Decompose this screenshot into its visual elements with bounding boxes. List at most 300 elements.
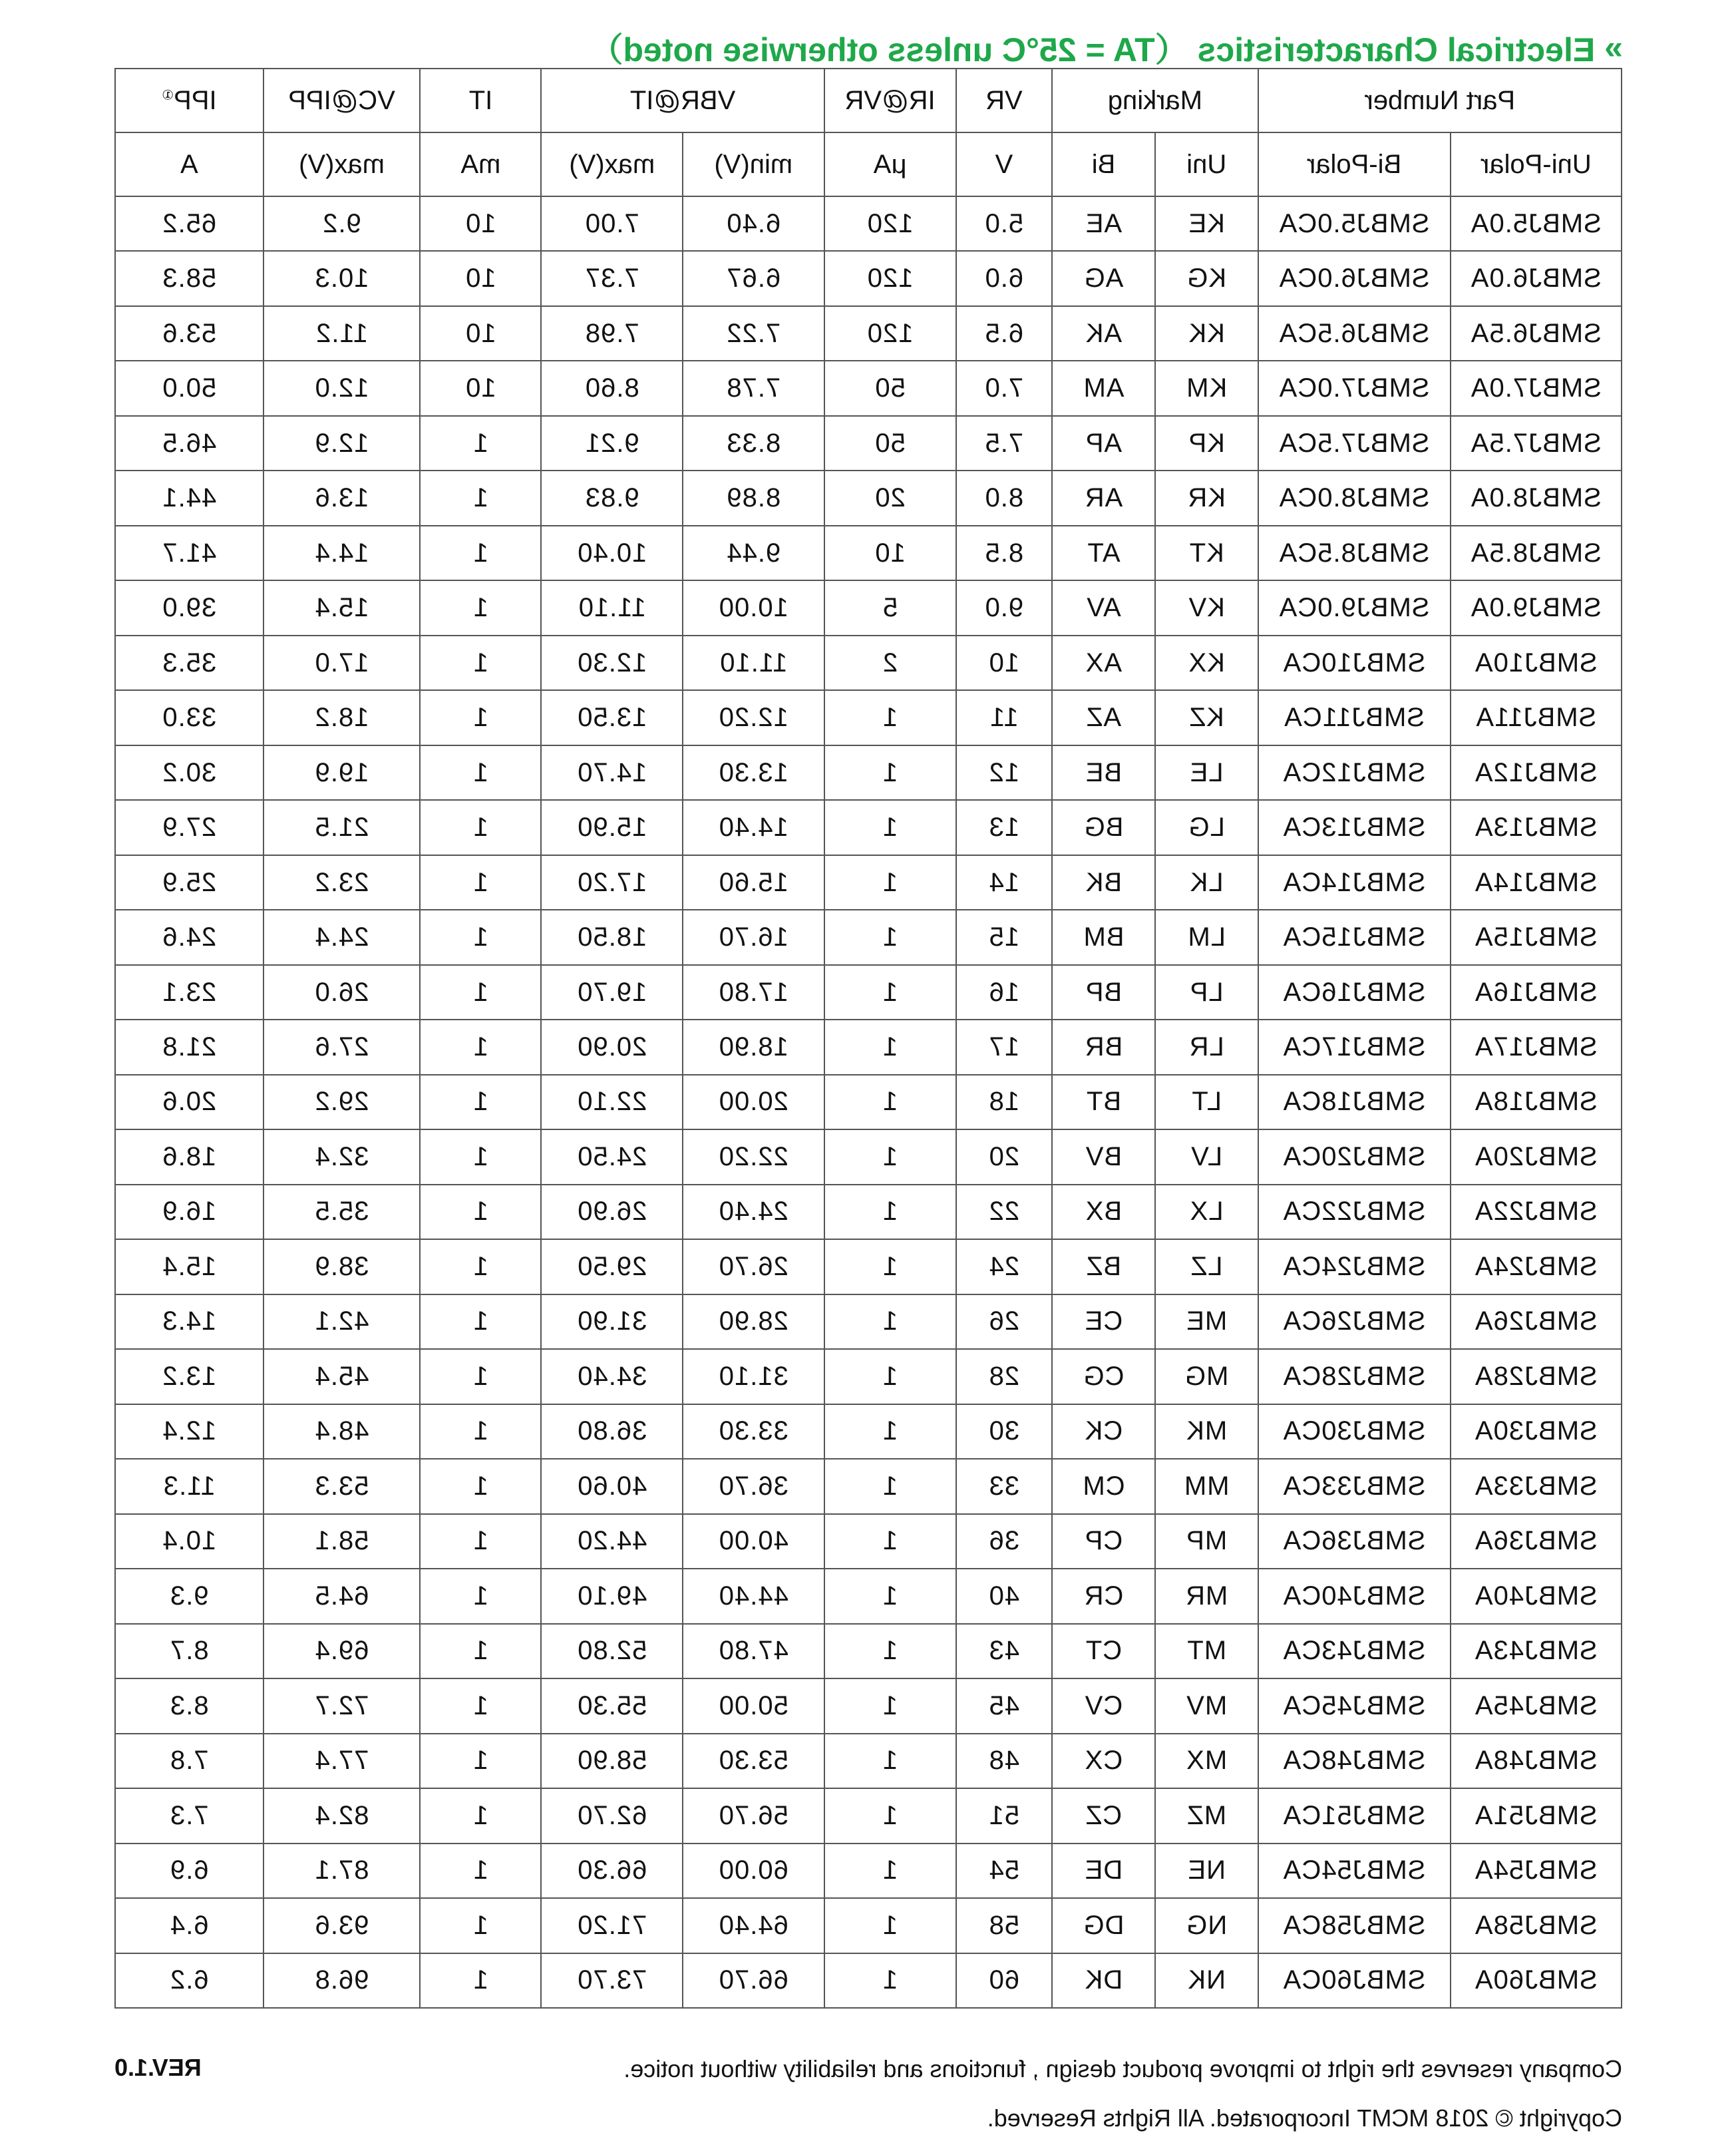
cell-bi-polar: SMBJ8.5CA	[1258, 526, 1451, 580]
cell-vbr-min: 7.22	[683, 306, 824, 361]
cell-ir: 1	[824, 1075, 956, 1129]
table-body	[115, 196, 1622, 2008]
cell-vbr-min: 44.40	[683, 1569, 824, 1623]
electrical-characteristics-table	[114, 68, 1622, 2009]
cell-bi-polar: SMBJ26CA	[1258, 1294, 1451, 1349]
cell-vr: 6.0	[956, 251, 1053, 305]
cell-vr: 60	[956, 1953, 1053, 2009]
subheader-uni-polar: Uni-Polar	[1451, 132, 1622, 196]
cell-uni-polar: SMBJ36A	[1451, 1514, 1622, 1569]
cell-marking-uni: KK	[1155, 306, 1258, 361]
cell-it: 1	[420, 1678, 541, 1733]
cell-vc: 19.9	[263, 745, 421, 800]
cell-it: 1	[420, 471, 541, 525]
cell-it: 1	[420, 1788, 541, 1843]
table-row	[115, 1624, 1622, 1678]
cell-it: 1	[420, 910, 541, 964]
cell-marking-uni: MK	[1155, 1404, 1258, 1459]
cell-it: 1	[420, 1624, 541, 1678]
cell-ir: 1	[824, 1239, 956, 1294]
cell-vr: 6.5	[956, 306, 1053, 361]
cell-vc: 87.1	[263, 1844, 421, 1898]
cell-vbr-max: 52.80	[542, 1624, 683, 1678]
cell-vbr-min: 36.70	[683, 1459, 824, 1513]
cell-vr: 43	[956, 1624, 1053, 1678]
cell-uni-polar: SMBJ18A	[1451, 1075, 1622, 1129]
cell-ipp: 24.6	[115, 910, 263, 964]
cell-bi-polar: SMBJ18CA	[1258, 1075, 1451, 1129]
table-row	[115, 965, 1622, 1020]
cell-ipp: 39.0	[115, 580, 263, 635]
table-row	[115, 416, 1622, 471]
cell-vc: 38.9	[263, 1239, 421, 1294]
cell-ir: 1	[824, 1678, 956, 1733]
cell-vr: 9.0	[956, 580, 1053, 635]
cell-vbr-min: 33.30	[683, 1404, 824, 1459]
cell-ipp: 53.6	[115, 306, 263, 361]
cell-ipp: 10.4	[115, 1514, 263, 1569]
cell-uni-polar: SMBJ28A	[1451, 1349, 1622, 1404]
copyright-notice: Copyright © 2018 MCMT Incorporated. All Rights Reserved.	[987, 2104, 1622, 2132]
table-row	[115, 745, 1622, 800]
table-row	[115, 1020, 1622, 1074]
cell-vbr-min: 13.30	[683, 745, 824, 800]
table-row	[115, 1404, 1622, 1459]
cell-vr: 10	[956, 636, 1053, 690]
cell-bi-polar: SMBJ33CA	[1258, 1459, 1451, 1513]
cell-vc: 12.9	[263, 416, 421, 471]
cell-vc: 48.4	[263, 1404, 421, 1459]
cell-vbr-min: 26.70	[683, 1239, 824, 1294]
cell-vc: 96.8	[263, 1953, 421, 2009]
cell-ipp: 11.3	[115, 1459, 263, 1513]
cell-vr: 24	[956, 1239, 1053, 1294]
cell-vbr-max: 26.90	[542, 1185, 683, 1239]
cell-vbr-max: 22.10	[542, 1075, 683, 1129]
cell-marking-uni: MZ	[1155, 1788, 1258, 1843]
cell-vbr-max: 10.40	[542, 526, 683, 580]
cell-vc: 14.4	[263, 526, 421, 580]
cell-vbr-max: 36.80	[542, 1404, 683, 1459]
cell-ipp: 9.3	[115, 1569, 263, 1623]
cell-vbr-max: 17.20	[542, 855, 683, 910]
cell-vc: 64.5	[263, 1569, 421, 1623]
table-row	[115, 1514, 1622, 1569]
cell-uni-polar: SMBJ13A	[1451, 800, 1622, 855]
cell-marking-bi: CT	[1052, 1624, 1155, 1678]
cell-vr: 51	[956, 1788, 1053, 1843]
cell-it: 1	[420, 1020, 541, 1074]
cell-vr: 8.5	[956, 526, 1053, 580]
cell-vc: 24.4	[263, 910, 421, 964]
table-row	[115, 636, 1622, 690]
cell-vbr-min: 18.90	[683, 1020, 824, 1074]
table-row	[115, 1075, 1622, 1129]
revision-label: REV.1.0	[114, 2054, 202, 2081]
cell-uni-polar: SMBJ30A	[1451, 1404, 1622, 1459]
table-row	[115, 1734, 1622, 1788]
cell-bi-polar: SMBJ10CA	[1258, 636, 1451, 690]
cell-ir: 1	[824, 745, 956, 800]
cell-vbr-min: 22.20	[683, 1129, 824, 1184]
cell-uni-polar: SMBJ17A	[1451, 1020, 1622, 1074]
cell-uni-polar: SMBJ7.5A	[1451, 416, 1622, 471]
cell-vbr-max: 24.50	[542, 1129, 683, 1184]
cell-vc: 11.2	[263, 306, 421, 361]
cell-marking-uni: MX	[1155, 1734, 1258, 1788]
table-row	[115, 855, 1622, 910]
cell-marking-bi: BM	[1052, 910, 1155, 964]
cell-vbr-max: 44.20	[542, 1514, 683, 1569]
cell-uni-polar: SMBJ8.0A	[1451, 471, 1622, 525]
cell-marking-bi: BT	[1052, 1075, 1155, 1129]
cell-bi-polar: SMBJ22CA	[1258, 1185, 1451, 1239]
cell-ipp: 8.3	[115, 1678, 263, 1733]
cell-marking-uni: KX	[1155, 636, 1258, 690]
table-row	[115, 1788, 1622, 1843]
cell-marking-bi: CG	[1052, 1349, 1155, 1404]
cell-vr: 30	[956, 1404, 1053, 1459]
table-row	[115, 800, 1622, 855]
cell-bi-polar: SMBJ24CA	[1258, 1239, 1451, 1294]
cell-marking-bi: AG	[1052, 251, 1155, 305]
cell-marking-bi: CX	[1052, 1734, 1155, 1788]
cell-vbr-min: 56.70	[683, 1788, 824, 1843]
cell-bi-polar: SMBJ58CA	[1258, 1898, 1451, 1953]
cell-bi-polar: SMBJ17CA	[1258, 1020, 1451, 1074]
cell-uni-polar: SMBJ22A	[1451, 1185, 1622, 1239]
cell-it: 1	[420, 855, 541, 910]
cell-vbr-max: 49.10	[542, 1569, 683, 1623]
cell-vr: 7.5	[956, 416, 1053, 471]
cell-marking-uni: KM	[1155, 361, 1258, 415]
table-row	[115, 1898, 1622, 1953]
cell-bi-polar: SMBJ51CA	[1258, 1788, 1451, 1843]
cell-it: 10	[420, 306, 541, 361]
cell-vbr-max: 7.00	[542, 196, 683, 251]
cell-ipp: 58.3	[115, 251, 263, 305]
cell-ipp: 50.0	[115, 361, 263, 415]
cell-ipp: 7.8	[115, 1734, 263, 1788]
cell-vbr-min: 17.80	[683, 965, 824, 1020]
cell-uni-polar: SMBJ20A	[1451, 1129, 1622, 1184]
cell-ir: 1	[824, 1294, 956, 1349]
cell-it: 10	[420, 361, 541, 415]
cell-bi-polar: SMBJ20CA	[1258, 1129, 1451, 1184]
cell-it: 1	[420, 1294, 541, 1349]
cell-ir: 10	[824, 526, 956, 580]
cell-marking-uni: LK	[1155, 855, 1258, 910]
table-row	[115, 361, 1622, 415]
cell-bi-polar: SMBJ6.0CA	[1258, 251, 1451, 305]
cell-vbr-max: 31.90	[542, 1294, 683, 1349]
cell-vbr-min: 6.40	[683, 196, 824, 251]
cell-vbr-max: 73.70	[542, 1953, 683, 2009]
cell-marking-bi: BV	[1052, 1129, 1155, 1184]
section-title	[113, 24, 1623, 71]
cell-vbr-max: 9.83	[542, 471, 683, 525]
cell-marking-uni: MT	[1155, 1624, 1258, 1678]
cell-ir: 1	[824, 855, 956, 910]
cell-vr: 12	[956, 745, 1053, 800]
cell-bi-polar: SMBJ15CA	[1258, 910, 1451, 964]
cell-marking-uni: LX	[1155, 1185, 1258, 1239]
cell-vc: 23.2	[263, 855, 421, 910]
header-it: IT	[420, 69, 541, 132]
subheader-ipp-unit: A	[115, 132, 263, 196]
cell-bi-polar: SMBJ43CA	[1258, 1624, 1451, 1678]
cell-marking-uni: LE	[1155, 745, 1258, 800]
cell-marking-bi: CR	[1052, 1569, 1155, 1623]
cell-vc: 15.4	[263, 580, 421, 635]
cell-it: 1	[420, 1898, 541, 1953]
cell-ir: 1	[824, 1514, 956, 1569]
cell-vc: 42.1	[263, 1294, 421, 1349]
cell-ir: 1	[824, 1020, 956, 1074]
cell-uni-polar: SMBJ45A	[1451, 1678, 1622, 1733]
cell-vc: 35.5	[263, 1185, 421, 1239]
cell-ipp: 6.4	[115, 1898, 263, 1953]
subheader-vc-unit: max(V)	[263, 132, 421, 196]
cell-vc: 45.4	[263, 1349, 421, 1404]
cell-vc: 12.0	[263, 361, 421, 415]
cell-uni-polar: SMBJ12A	[1451, 745, 1622, 800]
cell-bi-polar: SMBJ7.5CA	[1258, 416, 1451, 471]
cell-vr: 48	[956, 1734, 1053, 1788]
cell-vbr-min: 10.00	[683, 580, 824, 635]
cell-ir: 1	[824, 1624, 956, 1678]
cell-vbr-max: 15.90	[542, 800, 683, 855]
cell-uni-polar: SMBJ33A	[1451, 1459, 1622, 1513]
cell-vr: 28	[956, 1349, 1053, 1404]
cell-vbr-min: 15.60	[683, 855, 824, 910]
cell-ir: 1	[824, 1844, 956, 1898]
cell-uni-polar: SMBJ6.0A	[1451, 251, 1622, 305]
cell-it: 1	[420, 1459, 541, 1513]
cell-vc: 58.1	[263, 1514, 421, 1569]
cell-vc: 18.2	[263, 690, 421, 745]
cell-it: 1	[420, 1514, 541, 1569]
cell-ipp: 41.7	[115, 526, 263, 580]
cell-ipp: 18.6	[115, 1129, 263, 1184]
cell-vc: 93.6	[263, 1898, 421, 1953]
cell-bi-polar: SMBJ12CA	[1258, 745, 1451, 800]
cell-ir: 1	[824, 1898, 956, 1953]
table-row	[115, 910, 1622, 964]
cell-vc: 82.4	[263, 1788, 421, 1843]
cell-vbr-min: 9.44	[683, 526, 824, 580]
cell-vbr-max: 29.50	[542, 1239, 683, 1294]
cell-marking-uni: KR	[1155, 471, 1258, 525]
cell-vbr-min: 11.10	[683, 636, 824, 690]
cell-marking-bi: DK	[1052, 1953, 1155, 2009]
cell-uni-polar: SMBJ8.5A	[1451, 526, 1622, 580]
subheader-bi: Bi	[1052, 132, 1155, 196]
cell-marking-uni: MM	[1155, 1459, 1258, 1513]
table-row	[115, 196, 1622, 251]
cell-vc: 10.3	[263, 251, 421, 305]
cell-bi-polar: SMBJ45CA	[1258, 1678, 1451, 1733]
cell-vbr-max: 7.98	[542, 306, 683, 361]
cell-uni-polar: SMBJ14A	[1451, 855, 1622, 910]
cell-ipp: 6.2	[115, 1953, 263, 2009]
cell-uni-polar: SMBJ60A	[1451, 1953, 1622, 2009]
cell-vr: 7.0	[956, 361, 1053, 415]
cell-bi-polar: SMBJ28CA	[1258, 1349, 1451, 1404]
cell-vbr-max: 9.21	[542, 416, 683, 471]
cell-bi-polar: SMBJ8.0CA	[1258, 471, 1451, 525]
cell-uni-polar: SMBJ51A	[1451, 1788, 1622, 1843]
cell-vbr-min: 6.67	[683, 251, 824, 305]
cell-vr: 16	[956, 965, 1053, 1020]
cell-vbr-min: 24.40	[683, 1185, 824, 1239]
cell-ir: 120	[824, 251, 956, 305]
cell-marking-bi: BE	[1052, 745, 1155, 800]
cell-ir: 50	[824, 416, 956, 471]
cell-it: 1	[420, 690, 541, 745]
table-row	[115, 690, 1622, 745]
cell-ipp: 8.7	[115, 1624, 263, 1678]
table-row	[115, 1953, 1622, 2009]
cell-ir: 1	[824, 1349, 956, 1404]
cell-vr: 36	[956, 1514, 1053, 1569]
cell-bi-polar: SMBJ14CA	[1258, 855, 1451, 910]
cell-bi-polar: SMBJ11CA	[1258, 690, 1451, 745]
cell-ir: 2	[824, 636, 956, 690]
cell-marking-uni: LV	[1155, 1129, 1258, 1184]
cell-vbr-min: 7.78	[683, 361, 824, 415]
cell-vc: 53.3	[263, 1459, 421, 1513]
cell-ipp: 65.2	[115, 196, 263, 251]
cell-marking-bi: CE	[1052, 1294, 1155, 1349]
cell-uni-polar: SMBJ6.5A	[1451, 306, 1622, 361]
cell-vr: 20	[956, 1129, 1053, 1184]
header-ipp-label: IPP	[174, 85, 217, 115]
cell-bi-polar: SMBJ48CA	[1258, 1734, 1451, 1788]
cell-vbr-max: 19.70	[542, 965, 683, 1020]
cell-vc: 21.5	[263, 800, 421, 855]
cell-marking-bi: AT	[1052, 526, 1155, 580]
cell-vbr-min: 28.90	[683, 1294, 824, 1349]
cell-it: 1	[420, 1239, 541, 1294]
cell-bi-polar: SMBJ54CA	[1258, 1844, 1451, 1898]
cell-marking-bi: CP	[1052, 1514, 1155, 1569]
cell-ir: 20	[824, 471, 956, 525]
cell-ipp: 15.4	[115, 1239, 263, 1294]
cell-ipp: 30.2	[115, 745, 263, 800]
cell-marking-bi: AK	[1052, 306, 1155, 361]
cell-marking-uni: KZ	[1155, 690, 1258, 745]
cell-vr: 17	[956, 1020, 1053, 1074]
cell-marking-uni: NE	[1155, 1844, 1258, 1898]
cell-vbr-max: 34.40	[542, 1349, 683, 1404]
cell-it: 1	[420, 1569, 541, 1623]
cell-ir: 50	[824, 361, 956, 415]
cell-it: 10	[420, 196, 541, 251]
cell-it: 1	[420, 1844, 541, 1898]
cell-marking-bi: AX	[1052, 636, 1155, 690]
cell-ir: 5	[824, 580, 956, 635]
subheader-vr-unit: V	[956, 132, 1053, 196]
cell-it: 1	[420, 416, 541, 471]
cell-ipp: 20.6	[115, 1075, 263, 1129]
cell-vbr-min: 31.10	[683, 1349, 824, 1404]
cell-uni-polar: SMBJ10A	[1451, 636, 1622, 690]
cell-marking-bi: AM	[1052, 361, 1155, 415]
header-vr: VR	[956, 69, 1053, 132]
cell-uni-polar: SMBJ5.0A	[1451, 196, 1622, 251]
cell-marking-uni: LT	[1155, 1075, 1258, 1129]
cell-ir: 1	[824, 800, 956, 855]
cell-marking-uni: KP	[1155, 416, 1258, 471]
cell-vr: 26	[956, 1294, 1053, 1349]
cell-vbr-max: 20.90	[542, 1020, 683, 1074]
cell-marking-bi: BK	[1052, 855, 1155, 910]
cell-uni-polar: SMBJ26A	[1451, 1294, 1622, 1349]
cell-vbr-min: 64.40	[683, 1898, 824, 1953]
cell-vbr-max: 66.30	[542, 1844, 683, 1898]
cell-uni-polar: SMBJ9.0A	[1451, 580, 1622, 635]
cell-ipp: 35.3	[115, 636, 263, 690]
cell-ipp: 33.0	[115, 690, 263, 745]
cell-uni-polar: SMBJ48A	[1451, 1734, 1622, 1788]
cell-bi-polar: SMBJ16CA	[1258, 965, 1451, 1020]
cell-ir: 1	[824, 1459, 956, 1513]
cell-vbr-max: 7.37	[542, 251, 683, 305]
cell-vbr-min: 14.40	[683, 800, 824, 855]
cell-marking-bi: CV	[1052, 1678, 1155, 1733]
disclaimer-notice: Company reserves the right to improve product design , functions and reliability without notice.	[623, 2055, 1622, 2082]
table-row	[115, 1349, 1622, 1404]
cell-ir: 1	[824, 1129, 956, 1184]
cell-vbr-max: 55.30	[542, 1678, 683, 1733]
cell-vbr-max: 11.10	[542, 580, 683, 635]
cell-ipp: 23.1	[115, 965, 263, 1020]
cell-it: 1	[420, 1953, 541, 2009]
cell-vr: 5.0	[956, 196, 1053, 251]
cell-ipp: 46.5	[115, 416, 263, 471]
cell-marking-uni: KV	[1155, 580, 1258, 635]
cell-vr: 45	[956, 1678, 1053, 1733]
cell-marking-uni: LG	[1155, 800, 1258, 855]
cell-vbr-min: 47.80	[683, 1624, 824, 1678]
cell-marking-uni: LR	[1155, 1020, 1258, 1074]
cell-ipp: 44.1	[115, 471, 263, 525]
cell-bi-polar: SMBJ40CA	[1258, 1569, 1451, 1623]
cell-vbr-min: 16.70	[683, 910, 824, 964]
cell-marking-uni: ME	[1155, 1294, 1258, 1349]
cell-vc: 72.7	[263, 1678, 421, 1733]
chevron-icon: »	[1604, 29, 1623, 66]
cell-uni-polar: SMBJ24A	[1451, 1239, 1622, 1294]
cell-vr: 13	[956, 800, 1053, 855]
cell-ir: 1	[824, 1953, 956, 2009]
cell-ipp: 12.4	[115, 1404, 263, 1459]
cell-vbr-max: 12.30	[542, 636, 683, 690]
cell-vc: 17.0	[263, 636, 421, 690]
cell-marking-uni: LM	[1155, 910, 1258, 964]
cell-vbr-min: 20.00	[683, 1075, 824, 1129]
cell-vr: 54	[956, 1844, 1053, 1898]
cell-marking-uni: MP	[1155, 1514, 1258, 1569]
subheader-bi-polar: Bi-Polar	[1258, 132, 1451, 196]
cell-vr: 33	[956, 1459, 1053, 1513]
header-row-units	[115, 132, 1622, 196]
cell-marking-bi: AE	[1052, 196, 1155, 251]
cell-ipp: 6.9	[115, 1844, 263, 1898]
cell-ir: 1	[824, 1788, 956, 1843]
cell-marking-bi: CM	[1052, 1459, 1155, 1513]
